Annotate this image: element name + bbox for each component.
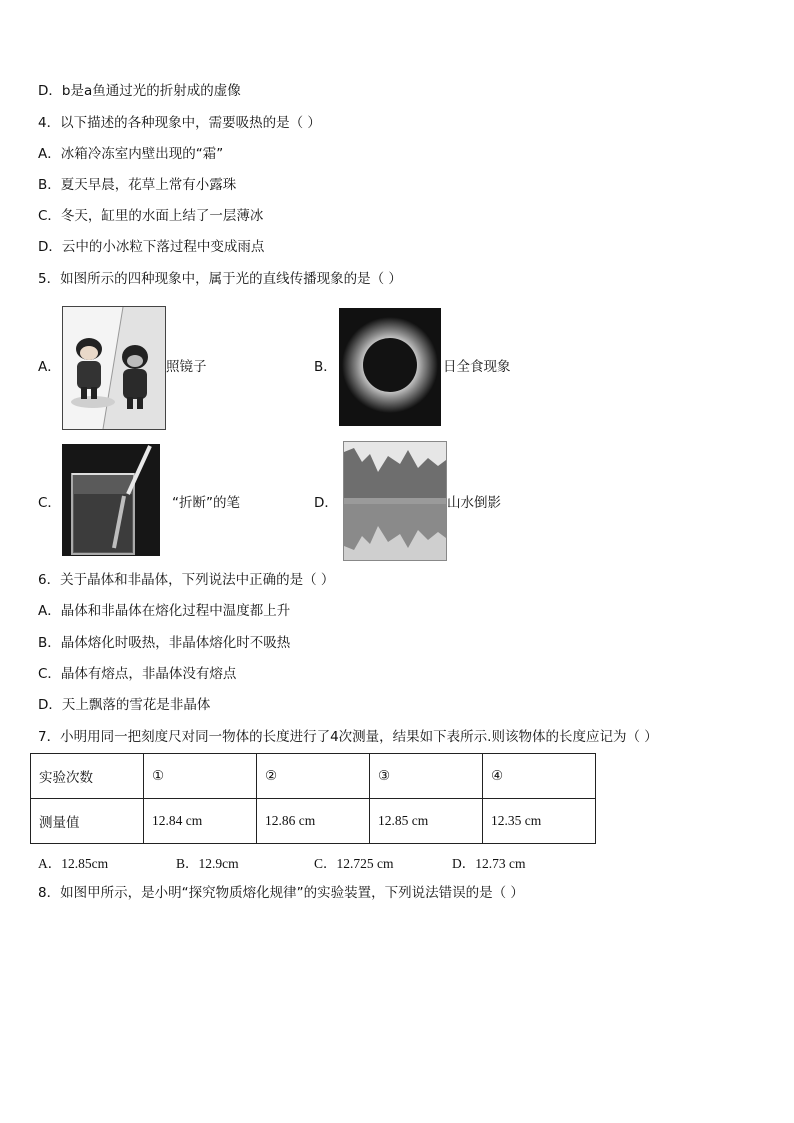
q7-option-d: D．12.73 cm xyxy=(452,856,526,871)
q5-option-d-caption: 山水倒影 xyxy=(447,495,501,511)
q7-stem: 7．小明用同一把刻度尺对同一物体的长度进行了4次测量，结果如下表所示.则该物体的长度应记为（ ） xyxy=(38,729,658,745)
table-header-cell: ③ xyxy=(370,754,483,799)
q3-option-d: D．b是a鱼通过光的折射成的虚像 xyxy=(38,83,241,99)
q6-option-b: B．晶体熔化时吸热，非晶体熔化时不吸热 xyxy=(38,635,291,651)
eclipse-photo xyxy=(339,308,441,426)
table-cell: 12.84 cm xyxy=(144,799,257,844)
q4-stem: 4．以下描述的各种现象中，需要吸热的是（ ） xyxy=(38,115,321,131)
q5-option-a-caption: 照镜子 xyxy=(166,359,207,375)
q6-option-a: A．晶体和非晶体在熔化过程中温度都上升 xyxy=(38,603,291,619)
q7-option-a: A．12.85cm xyxy=(38,856,109,871)
q5-option-b-label: B． xyxy=(314,359,337,375)
measurement-table xyxy=(30,753,596,844)
q5-option-c-label: C． xyxy=(38,495,61,511)
q4-option-b: B．夏天早晨，花草上常有小露珠 xyxy=(38,177,237,193)
q5-option-c-caption: “折断”的笔 xyxy=(172,495,240,511)
table-header-cell: 实验次数 xyxy=(31,754,144,799)
table-header-cell: ④ xyxy=(483,754,596,799)
mountain-reflection-photo xyxy=(343,441,447,561)
table-row xyxy=(31,799,596,844)
table-row xyxy=(31,754,596,799)
q4-option-d: D．云中的小冰粒下落过程中变成雨点 xyxy=(38,239,265,255)
table-header-cell: ① xyxy=(144,754,257,799)
q5-option-b-caption: 日全食现象 xyxy=(443,359,511,375)
q8-stem: 8．如图甲所示，是小明“探究物质熔化规律”的实验装置，下列说法错误的是（ ） xyxy=(38,885,524,901)
q7-option-b: B．12.9cm xyxy=(176,856,239,871)
table-cell: 12.85 cm xyxy=(370,799,483,844)
q6-option-d: D．天上飘落的雪花是非晶体 xyxy=(38,697,211,713)
q7-option-c: C．12.725 cm xyxy=(314,856,394,871)
table-cell: 12.35 cm xyxy=(483,799,596,844)
q4-option-a: A．冰箱冷冻室内壁出现的“霜” xyxy=(38,146,224,162)
q4-option-c: C．冬天，缸里的水面上结了一层薄冰 xyxy=(38,208,264,224)
q6-option-c: C．晶体有熔点，非晶体没有熔点 xyxy=(38,666,237,682)
table-cell: 12.86 cm xyxy=(257,799,370,844)
mirror-photo xyxy=(62,306,166,430)
table-cell: 测量值 xyxy=(31,799,144,844)
q5-stem: 5．如图所示的四种现象中，属于光的直线传播现象的是（ ） xyxy=(38,271,402,287)
q6-stem: 6．关于晶体和非晶体，下列说法中正确的是（ ） xyxy=(38,572,335,588)
q5-option-a-label: A． xyxy=(38,359,61,375)
table-header-cell: ② xyxy=(257,754,370,799)
pen-in-water-photo xyxy=(62,444,160,556)
q5-option-d-label: D． xyxy=(314,495,338,511)
